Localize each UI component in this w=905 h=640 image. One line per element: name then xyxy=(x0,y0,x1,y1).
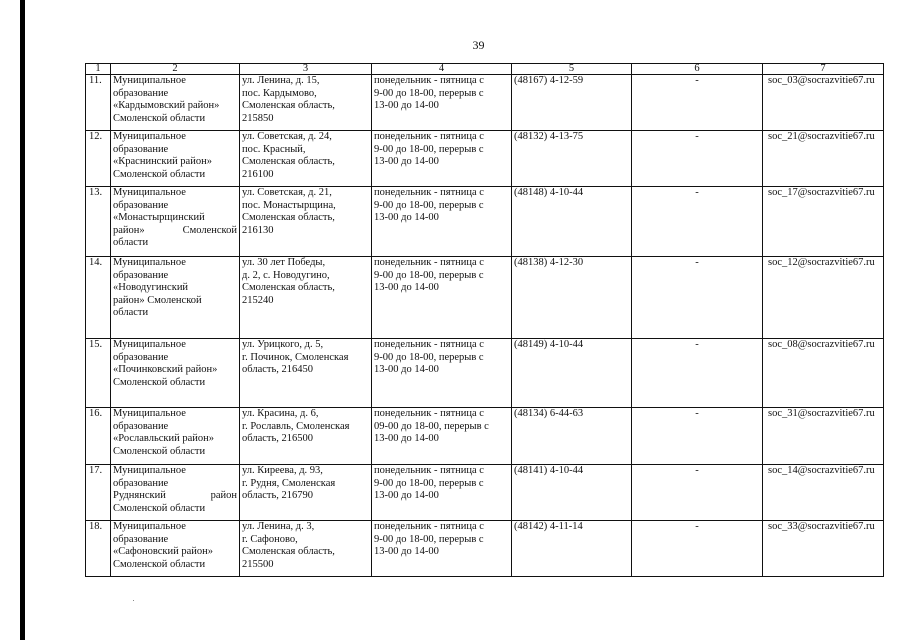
row-number-cell: 16. xyxy=(86,408,111,465)
cell-line: Муниципальное xyxy=(113,187,186,198)
row-number-cell: 11. xyxy=(86,75,111,131)
cell-line: понедельник - пятница с xyxy=(374,521,484,532)
cell-line: образование xyxy=(113,420,169,432)
column-6-cell: - xyxy=(632,187,763,257)
cell-line: 13-00 до 14-00 xyxy=(374,490,439,502)
column-6-cell: - xyxy=(632,339,763,408)
email-cell: soc_21@socrazvitie67.ru xyxy=(763,131,884,187)
cell-line: д. 2, с. Новодугино, xyxy=(242,269,330,281)
cell-line: Муниципальное xyxy=(113,131,186,142)
cell-line: ул. Советская, д. 24, xyxy=(242,131,332,142)
cell-line: Смоленской области xyxy=(113,445,206,457)
cell-line: понедельник - пятница с xyxy=(374,339,484,350)
email-cell: soc_17@socrazvitie67.ru xyxy=(763,187,884,257)
cell-line: 9-00 до 18-00, перерыв с xyxy=(374,477,484,489)
cell-line: понедельник - пятница с xyxy=(374,465,484,476)
offices-table xyxy=(85,63,884,577)
cell-line: понедельник - пятница с xyxy=(374,408,484,419)
email-cell: soc_12@socrazvitie67.ru xyxy=(763,257,884,339)
schedule-cell xyxy=(372,75,512,131)
cell-line: 9-00 до 18-00, перерыв с xyxy=(374,269,484,281)
table-row xyxy=(86,408,884,465)
cell-line: Смоленская область, xyxy=(242,100,335,112)
cell-line: Смоленской области xyxy=(113,376,206,388)
header-cell: 3 xyxy=(240,64,372,75)
schedule-cell xyxy=(372,339,512,408)
cell-line: ул. Ленина, д. 3, xyxy=(242,521,315,532)
cell-line: понедельник - пятница с xyxy=(374,257,484,268)
address-cell xyxy=(240,408,372,465)
table-row xyxy=(86,465,884,521)
cell-word: Руднянский xyxy=(113,490,166,502)
email-cell: soc_33@socrazvitie67.ru xyxy=(763,521,884,577)
header-cell: 7 xyxy=(763,64,884,75)
cell-line: пос. Монастырщина, xyxy=(242,199,336,211)
table-row xyxy=(86,521,884,577)
schedule-cell xyxy=(372,257,512,339)
cell-line: 216100 xyxy=(242,168,274,180)
cell-line: образование xyxy=(113,351,169,363)
cell-line: «Сафоновский район» xyxy=(113,546,214,558)
cell-line: ул. Красина, д. 6, xyxy=(242,408,319,419)
cell-line: «Новодугинский xyxy=(113,282,189,294)
organization-cell xyxy=(111,131,240,187)
row-number-cell: 18. xyxy=(86,521,111,577)
table-row xyxy=(86,75,884,131)
cell-line: Смоленская область, xyxy=(242,212,335,224)
cell-line xyxy=(113,225,237,238)
organization-cell xyxy=(111,187,240,257)
cell-line: Муниципальное xyxy=(113,339,186,350)
schedule-cell xyxy=(372,521,512,577)
row-number-cell: 12. xyxy=(86,131,111,187)
cell-line: 215240 xyxy=(242,294,274,306)
email-cell: soc_08@socrazvitie67.ru xyxy=(763,339,884,408)
phone-cell: (48134) 6-44-63 xyxy=(512,408,632,465)
header-cell: 2 xyxy=(111,64,240,75)
header-cell: 6 xyxy=(632,64,763,75)
organization-cell xyxy=(111,521,240,577)
cell-line: 9-00 до 18-00, перерыв с xyxy=(374,87,484,99)
row-number-cell: 15. xyxy=(86,339,111,408)
address-cell xyxy=(240,257,372,339)
cell-line: понедельник - пятница с xyxy=(374,131,484,142)
cell-line: г. Починок, Смоленская xyxy=(242,351,349,363)
column-6-cell: - xyxy=(632,131,763,187)
row-number-cell: 13. xyxy=(86,187,111,257)
phone-cell: (48132) 4-13-75 xyxy=(512,131,632,187)
cell-line: ул. Советская, д. 21, xyxy=(242,187,332,198)
cell-line: «Монастырщинский xyxy=(113,212,205,224)
organization-cell xyxy=(111,257,240,339)
cell-line: Смоленская область, xyxy=(242,282,335,294)
cell-line: Муниципальное xyxy=(113,408,186,419)
cell-line: образование xyxy=(113,143,169,155)
column-6-cell: - xyxy=(632,521,763,577)
organization-cell xyxy=(111,465,240,521)
schedule-cell xyxy=(372,131,512,187)
email-cell: soc_03@socrazvitie67.ru xyxy=(763,75,884,131)
column-6-cell: - xyxy=(632,408,763,465)
cell-line: 9-00 до 18-00, перерыв с xyxy=(374,199,484,211)
phone-cell: (48141) 4-10-44 xyxy=(512,465,632,521)
header-cell: 4 xyxy=(372,64,512,75)
cell-line: понедельник - пятница с xyxy=(374,75,484,86)
cell-line: понедельник - пятница с xyxy=(374,187,484,198)
cell-line: «Кардымовский район» xyxy=(113,100,220,112)
cell-line: 13-00 до 14-00 xyxy=(374,364,439,376)
cell-line: 9-00 до 18-00, перерыв с xyxy=(374,533,484,545)
organization-cell xyxy=(111,408,240,465)
column-6-cell: - xyxy=(632,465,763,521)
cell-line: области xyxy=(113,237,149,249)
phone-cell: (48142) 4-11-14 xyxy=(512,521,632,577)
email-cell: soc_14@socrazvitie67.ru xyxy=(763,465,884,521)
cell-line: область, 216450 xyxy=(242,364,314,376)
cell-line: Смоленской области xyxy=(113,558,206,570)
cell-line: 13-00 до 14-00 xyxy=(374,212,439,224)
cell-line: 13-00 до 14-00 xyxy=(374,156,439,168)
cell-line: ул. 30 лет Победы, xyxy=(242,257,326,268)
cell-line: г. Рудня, Смоленская xyxy=(242,477,336,489)
cell-line: «Рославльский район» xyxy=(113,433,215,445)
cell-line: Муниципальное xyxy=(113,257,186,268)
page-edge-bar xyxy=(20,0,25,640)
address-cell xyxy=(240,131,372,187)
organization-cell xyxy=(111,75,240,131)
cell-line: «Краснинский район» xyxy=(113,156,212,168)
row-number-cell: 14. xyxy=(86,257,111,339)
table-row xyxy=(86,257,884,339)
table-row xyxy=(86,131,884,187)
cell-word: Смоленской xyxy=(182,224,237,236)
cell-line: Смоленская область, xyxy=(242,156,335,168)
cell-line: «Починковский район» xyxy=(113,364,218,376)
cell-line: области xyxy=(113,307,149,319)
cell-line: 13-00 до 14-00 xyxy=(374,100,439,112)
cell-line: 215850 xyxy=(242,112,274,124)
cell-line: г. Сафоново, xyxy=(242,533,298,545)
phone-cell: (48138) 4-12-30 xyxy=(512,257,632,339)
cell-line: 215500 xyxy=(242,558,274,570)
organization-cell xyxy=(111,339,240,408)
cell-line: образование xyxy=(113,269,169,281)
header-cell: 1 xyxy=(86,64,111,75)
cell-line: образование xyxy=(113,199,169,211)
schedule-cell xyxy=(372,408,512,465)
row-number-cell: 17. xyxy=(86,465,111,521)
cell-line: область, 216790 xyxy=(242,490,314,502)
address-cell xyxy=(240,75,372,131)
address-cell xyxy=(240,187,372,257)
email-cell: soc_31@socrazvitie67.ru xyxy=(763,408,884,465)
cell-line: Муниципальное xyxy=(113,75,186,86)
cell-word: район xyxy=(210,490,237,502)
cell-line: образование xyxy=(113,87,169,99)
address-cell xyxy=(240,465,372,521)
cell-line: г. Рославль, Смоленская xyxy=(242,420,350,432)
cell-line: ул. Ленина, д. 15, xyxy=(242,75,320,86)
cell-line: Смоленская область, xyxy=(242,546,335,558)
cell-line: Смоленской области xyxy=(113,168,206,180)
cell-line: 13-00 до 14-00 xyxy=(374,546,439,558)
cell-line: 9-00 до 18-00, перерыв с xyxy=(374,351,484,363)
header-row xyxy=(86,64,884,75)
header-cell: 5 xyxy=(512,64,632,75)
phone-cell: (48148) 4-10-44 xyxy=(512,187,632,257)
cell-line: Муниципальное xyxy=(113,521,186,532)
cell-line: пос. Красный, xyxy=(242,143,306,155)
cell-word: район» xyxy=(113,224,145,236)
cell-line: 13-00 до 14-00 xyxy=(374,433,439,445)
cell-line: ул. Урицкого, д. 5, xyxy=(242,339,324,350)
cell-line: пос. Кардымово, xyxy=(242,87,317,99)
table-row xyxy=(86,339,884,408)
table-row xyxy=(86,187,884,257)
schedule-cell xyxy=(372,187,512,257)
phone-cell: (48167) 4-12-59 xyxy=(512,75,632,131)
column-6-cell: - xyxy=(632,75,763,131)
cell-line: 09-00 до 18-00, перерыв с xyxy=(374,420,489,432)
cell-line: 216130 xyxy=(242,224,274,236)
column-6-cell: - xyxy=(632,257,763,339)
cell-line: Смоленской области xyxy=(113,112,206,124)
address-cell xyxy=(240,339,372,408)
cell-line: Муниципальное xyxy=(113,465,186,476)
schedule-cell xyxy=(372,465,512,521)
cell-line: образование xyxy=(113,477,169,489)
address-cell xyxy=(240,521,372,577)
cell-line xyxy=(113,490,237,503)
phone-cell: (48149) 4-10-44 xyxy=(512,339,632,408)
cell-line: область, 216500 xyxy=(242,433,314,445)
cell-line: 13-00 до 14-00 xyxy=(374,282,439,294)
page-number: 39 xyxy=(472,38,485,52)
scan-speck xyxy=(133,600,134,601)
cell-line: образование xyxy=(113,533,169,545)
cell-line: Смоленской области xyxy=(113,502,206,514)
cell-line: ул. Киреева, д. 93, xyxy=(242,465,323,476)
cell-line: район» Смоленской xyxy=(113,294,202,306)
cell-line: 9-00 до 18-00, перерыв с xyxy=(374,143,484,155)
